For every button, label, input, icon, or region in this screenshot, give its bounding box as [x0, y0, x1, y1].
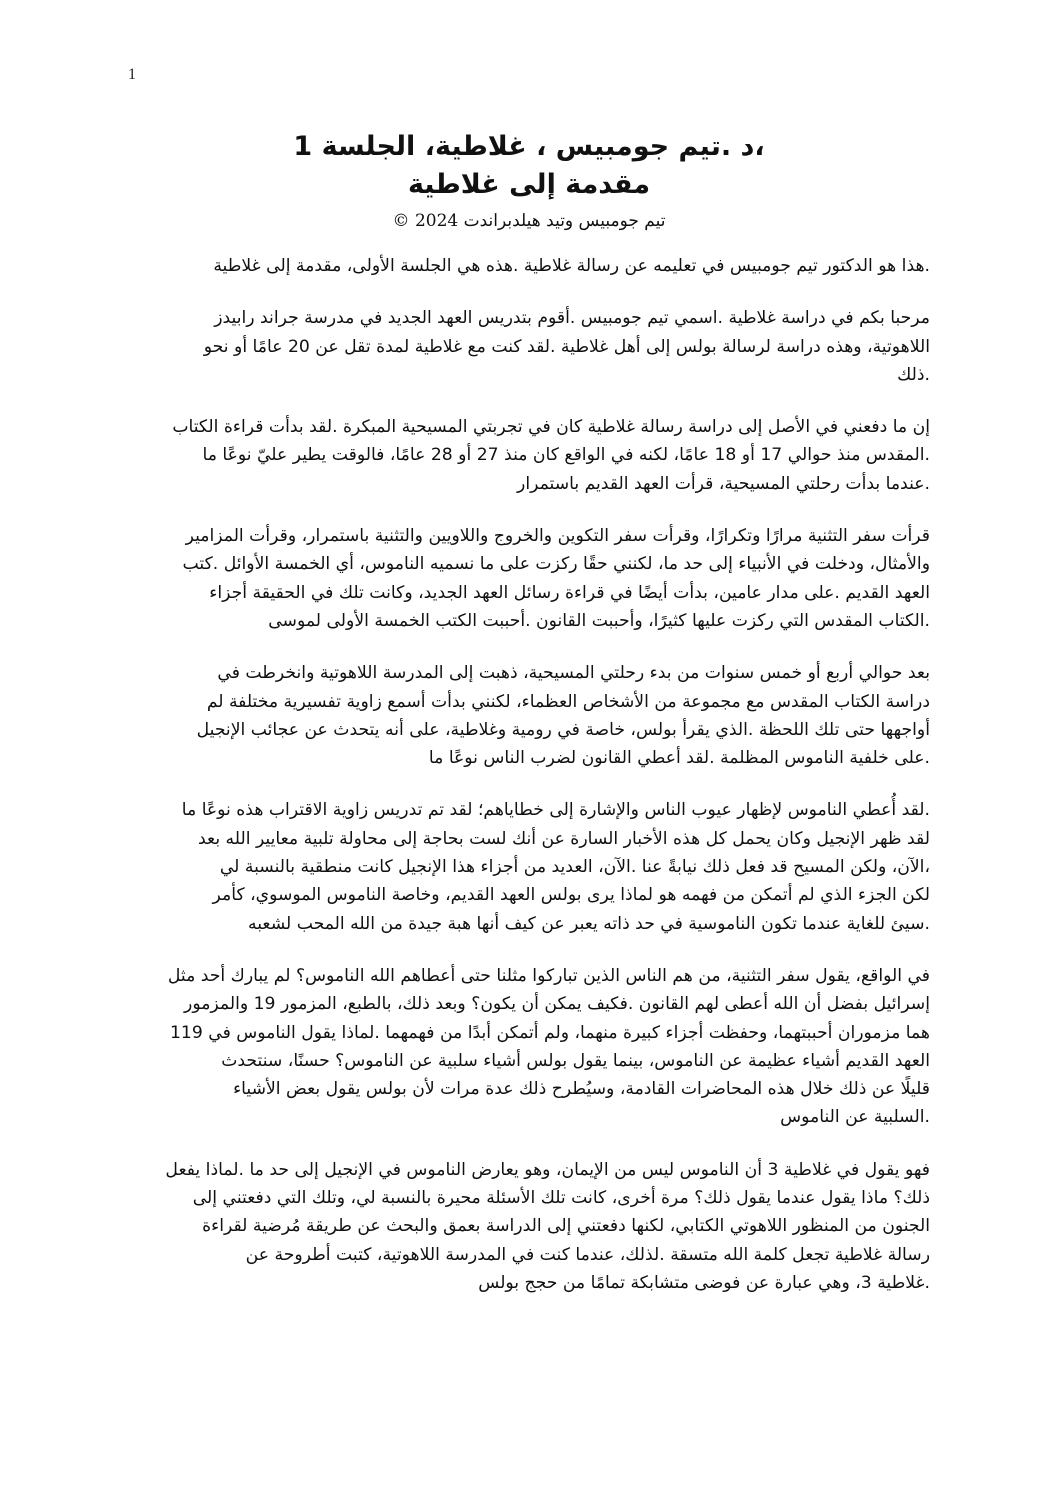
paragraph — [128, 1156, 930, 1297]
document-body — [128, 128, 930, 1321]
paragraph — [128, 659, 930, 772]
paragraph-line: .السلبية عن الناموس — [780, 1107, 930, 1128]
subtitle-line: مقدمة إلى غلاطية — [407, 169, 651, 200]
paragraph-line: قليلًا عن ذلك خلال هذه المحاضرات القادمة، وسيُطرح ذلك عدة مرات لأن بولس يقول بعض الأشياء — [233, 1079, 930, 1100]
paragraph-line: .الكتاب المقدس التي ركزت عليها كثيرًا، وأحببت القانون .أحببت الكتب الخمسة الأولى لموسى — [268, 610, 930, 631]
paragraph-line: إن ما دفعني في الأصل إلى دراسة رسالة غلاطية كان في تجربتي المسيحية المبكرة .لقد بدأت قراءة الكتاب — [172, 417, 930, 438]
paragraph-line: اللاهوتية، وهذه دراسة لرسالة بولس إلى أهل غلاطية .لقد كنت مع غلاطية لمدة تقل عن 20 عامًا أو نحو — [203, 336, 930, 357]
paragraph-line: هما مزموران أحببتهما، وحفظت أجزاء كبيرة منهما، ولم أتمكن أبدًا من فهمهما .لماذا يقول الناموس في 119 — [169, 1022, 930, 1043]
paragraph-line: فهو يقول في غلاطية 3 أن الناموس ليس من الإيمان، وهو يعارض الناموس في الإنجيل إلى حد ما .لماذا يفعل — [165, 1159, 930, 1180]
paragraph — [128, 522, 930, 635]
paragraph-line: .المقدس منذ حوالي 17 أو 18 عامًا، لكنه في الواقع كان منذ 27 أو 28 عامًا، فالوقت يطير عليّ نوعًا ما — [202, 445, 930, 466]
paragraph-line: العهد القديم .على مدار عامين، بدأت أيضًا في قراءة رسائل العهد الجديد، وكانت تلك في الحقيقة أجزاء — [209, 582, 930, 603]
paragraph-line: بعد حوالي أربع أو خمس سنوات من بدء رحلتي المسيحية، ذهبت إلى المدرسة اللاهوتية وانخرطت في — [217, 663, 930, 684]
paragraph-line: رسالة غلاطية تجعل كلمة الله متسقة .لذلك، عندما كنت في المدرسة اللاهوتية، كتبت أطروحة عن — [245, 1244, 930, 1265]
paragraph-line: .على خلفية الناموس المظلمة .لقد أعطي القانون لضرب الناس نوعًا ما — [428, 748, 930, 769]
paragraph-line: .عندما بدأت رحلتي المسيحية، قرأت العهد القديم باستمرار — [517, 473, 930, 494]
paragraph-line: .غلاطية 3، وهي عبارة عن فوضى متشابكة تمامًا من حجج بولس — [478, 1272, 930, 1293]
paragraph-line: .لقد أُعطي الناموس لإظهار عيوب الناس والإشارة إلى خطاياهم؛ لقد تم تدريس زاوية الاقتراب هذه نوعًا ما — [181, 800, 930, 821]
paragraphs — [128, 252, 930, 1297]
paragraph — [128, 304, 930, 389]
paragraph-line: .هذا هو الدكتور تيم جومبيس في تعليمه عن رسالة غلاطية .هذه هي الجلسة الأولى، مقدمة إلى غلاطية — [213, 256, 930, 276]
page-number: 1 — [128, 66, 136, 83]
paragraph-line: الجنون من المنظور اللاهوتي الكتابي، لكنها دفعتني إلى الدراسة بعمق والبحث عن طريقة مُرضية لقراءة — [202, 1216, 930, 1237]
paragraph-line: إسرائيل بفضل أن الله أعطى لهم القانون .فكيف يمكن أن يكون؟ وبعد ذلك، بالطبع، المزمور 19 والمزمور — [184, 994, 930, 1015]
paragraph — [128, 962, 930, 1132]
paragraph-line: .ذلك — [897, 364, 930, 385]
paragraph-line: ذلك؟ ماذا يقول عندما يقول ذلك؟ مرة أخرى، كانت تلك الأسئلة محيرة بالنسبة لي، وتلك التي دفعتني إلى — [192, 1188, 930, 1209]
title-line: ،د .تيم جومبيس ، غلاطية، الجلسة 1 — [293, 131, 765, 162]
paragraph-line: أواجهها حتى تلك اللحظة .الذي يقرأ بولس، خاصة في رومية وغلاطية، على أنه يتحدث عن عجائب الإنجيل — [196, 719, 930, 740]
paragraph — [128, 252, 930, 280]
paragraph — [128, 796, 930, 937]
paragraph-line: ،الآن، ولكن المسيح قد فعل ذلك نيابةً عنا .الآن، العديد من أجزاء هذا الإنجيل كانت منطقية بالنسبة لي — [219, 857, 930, 878]
document-title — [128, 128, 930, 204]
paragraph-line: دراسة الكتاب المقدس مع مجموعة من الأشخاص العظماء، لكنني بدأت أسمع زاوية تفسيرية مختلفة لم — [206, 691, 930, 712]
paragraph-line: العهد القديم أشياء عظيمة عن الناموس، بينما يقول بولس أشياء سلبية عن الناموس؟ حسنًا، سنتحدث — [221, 1050, 930, 1071]
paragraph-line: قرأت سفر التثنية مرارًا وتكرارًا، وقرأت سفر التكوين والخروج واللاويين والتثنية باستمرار، وقرأت المزامير — [185, 526, 930, 547]
paragraph — [128, 413, 930, 498]
copyright-notice: تيم جومبيس وتيد هيلدبراندت 2024 © — [392, 211, 666, 231]
paragraph-line: في الواقع، يقول سفر التثنية، من هم الناس الذين تباركوا مثلنا حتى أعطاهم الله الناموس؟ لم يبارك أحد مثل — [167, 965, 930, 986]
paragraph-line: مرحبا بكم في دراسة غلاطية .اسمي تيم جومبيس .أقوم بتدريس العهد الجديد في مدرسة جراند رابيدز — [214, 308, 930, 329]
paragraph-line: لكن الجزء الذي لم أتمكن من فهمه هو لماذا يرى بولس العهد القديم، وخاصة الناموس الموسوي، كأمر — [212, 885, 930, 906]
paragraph-line: لقد ظهر الإنجيل وكان يحمل كل هذه الأخبار السارة عن أنك لست بحاجة إلى محاولة تلبية معايير الله بعد — [198, 828, 930, 849]
paragraph-line: والأمثال، ودخلت في الأنبياء إلى حد ما، لكنني حقًا ركزت على ما نسميه الناموس، أي الخمسة الأوائل .كتب — [182, 554, 930, 575]
paragraph-line: .سيئ للغاية عندما تكون الناموسية في حد ذاته يعبر عن كيف أنها هبة جيدة من الله المحب لشعبه — [248, 913, 930, 934]
